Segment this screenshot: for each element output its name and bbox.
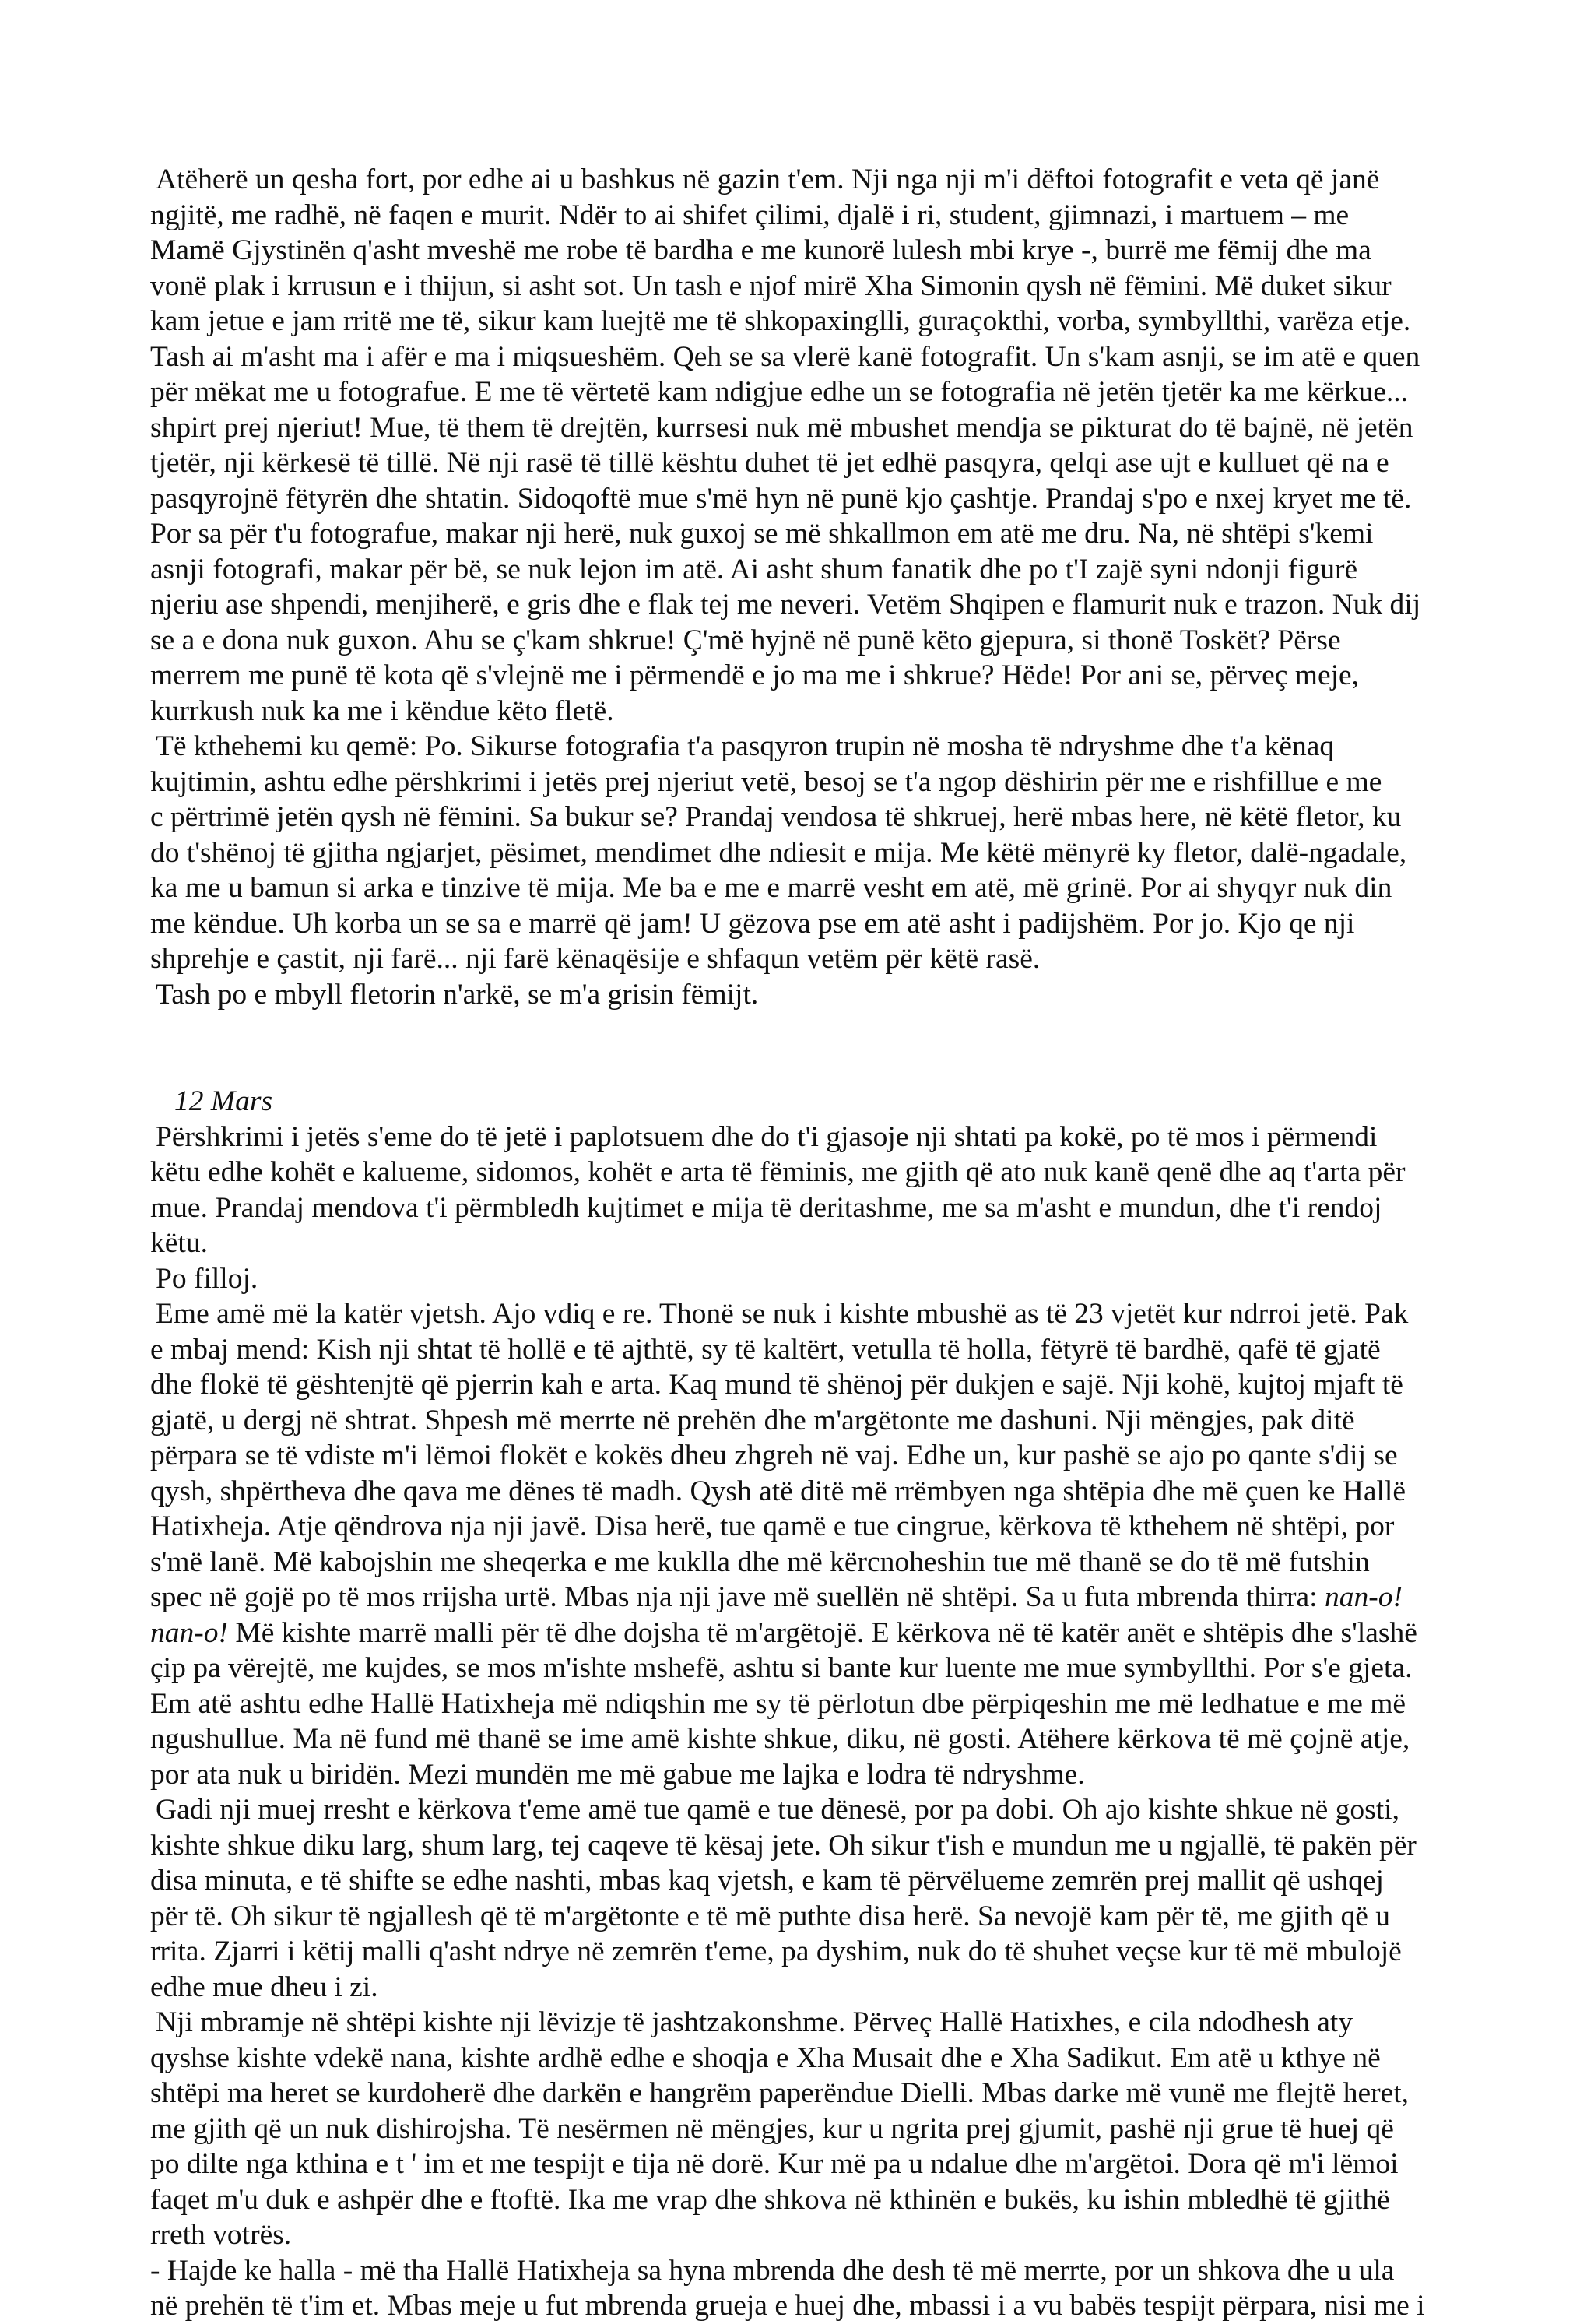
- document-page: [150, 162, 1427, 2324]
- paragraph-close-notebook: Tash po e mbyll fletorin n'arkë, se m'a grisin fëmijt.: [156, 978, 759, 1011]
- paragraph-life-description: Përshkrimi i jetës s'eme do të jetë i paplotsuem dhe do t'i gjasoje nji shtati pa kokë, po të mos i përmendi këtu edhe kohët e kalueme, sidomos, kohët e arta të fëminis, me gjith që ato nuk kanë qenë dhe aq t'arta për mue. Prandaj mendova t'i përmbledh kujtimet e mija të deritashme, me sa m'asht e mundun, dhe t'i rendoj këtu.: [150, 1120, 1406, 1259]
- paragraph-mother-part1: Eme amë më la katër vjetsh. Ajo vdiq e re. Thonë se nuk i kishte mbushë as të 23 vjetët kur ndrroi jetë. Pak e mbaj mend: Kish nji shtat të hollë e të ajthtë, sy të kaltërt, vetulla të holla, fëtyrë të bardhë, qafë të gjatë dhe flokë të gështenjtë që pjerrin kah e arta. Kaq mund të shënoj për dukjen e sajë. Nji kohë, kujtoj mjaft të gjatë, u dergj në shtrat. Shpesh më merrte në prehën dhe m'argëtonte me dashuni. Nji mëngjes, pak ditë përpara se të vdiste m'i lëmoi flokët e kokës dheu zhgreh në vaj. Edhe un, kur pashë se ajo po qante s'dij se qysh, shpërtheva dhe qava me dënes të madh. Qysh atë ditë më rrëmbyen nga shtëpia dhe më çuen ke Hallë Hatixheja. Atje qëndrova nja nji javë. Disa herë, tue qamë e tue cingrue, kërkova të kthehem në shtëpi, por s'më lanë. Më kabojshin me sheqerka e me kuklla dhe më kërcnoheshin tue më thanë se do të më futshin spec në gojë po të mos rrijsha urtë. Mbas nja nji jave më suellën në shtëpi. Sa u futa mbrenda thirra:: [150, 1298, 1409, 1613]
- section-gap: [150, 1012, 1427, 1084]
- paragraph-return-to-topic: [150, 729, 1427, 977]
- paragraph-return-to-topic-part2: c përtrimë jetën qysh në fëmini. Sa bukur se? Prandaj vendosa të shkruej, herë mbas here, në këtë fletor, ku do t'shënoj të gjitha ngjarjet, pësimet, mendimet dhe ndiesit e mija. Me këtë mënyrë ky fletor, dalë-ngadale, ka me u bamun si arka e tinzive të mija. Me ba e me e marrë vesht em atë, më grinë. Por ai shyqyr nuk din me këndue. Uh korba un se sa e marrë që jam! U gëzova pse em atë asht i padijshëm. Por jo. Kjo qe nji shprehje e çastit, nji farë... nji farë kënaqësije e shfaqun vetëm për këtë rasë.: [150, 801, 1407, 975]
- paragraph-return-to-topic-part1: Të kthehemi ku qemë: Po. Sikurse fotografia t'a pasqyron trupin në mosha të ndryshme dhe t'a kënaq kujtimin, ashtu edhe përshkrimi i jetës prej njeriut vetë, besoj se t'a ngop dëshirin për me e rishfillue e me: [150, 730, 1382, 798]
- paragraph-evening: Nji mbramje në shtëpi kishte nji lëvizje të jashtzakonshme. Përveç Hallë Hatixhes, e cila ndodhesh aty qyshse kishte vdekë nana, kishte ardhë edhe e shoqja e Xha Musait dhe e Xha Sadikut. Em atë u kthye në shtëpi ma heret se kurdoherë dhe darkën e hangrëm paperëndue Dielli. Mbas darke më vunë me flejtë heret, me gjith që un nuk dishirojsha. Të nesërmen në mëngjes, kur u ngrita prej gjumit, pashë nji grue të huej që po dilte nga kthina e t ' im et me tespijt e tija në dorë. Kur më pa u ndalue dhe m'argëtoi. Dora që m'i lëmoi faqet m'u duk e ashpër dhe e ftoftë. Ika me vrap dhe shkova në kthinën e bukës, ku ishin mbledhë të gjithë rreth votrës.: [150, 2006, 1410, 2251]
- paragraph-longing: Gadi nji muej rresht e kërkova t'eme amë tue qamë e tue dënesë, por pa dobi. Oh ajo kishte shkue në gosti, kishte shkue diku larg, shum larg, tej caqeve të kësaj jete. Oh sikur t'ish e mundun me u ngjallë, të pakën për disa minuta, e të shifte se edhe nashti, mbas kaq vjetsh, e kam të përvëlueme zemrën prej mallit që ushqej për të. Oh sikur të ngjallesh që të m'argëtonte e të më puthte disa herë. Sa nevojë kam për të, me gjith që u rrita. Zjarri i këtij malli q'asht ndrye në zemrën t'eme, pa dyshim, nuk do të shuhet veçse kur të më mbulojë edhe mue dheu i zi.: [150, 1794, 1417, 2003]
- paragraph-mother: [150, 1296, 1427, 1792]
- paragraph-aunt-dialogue: - Hajde ke halla - më tha Hallë Hatixheja sa hyna mbrenda dhe desh të më merrte, por un shkova dhe u ula në prehën të t'im et. Mbas meje u fut mbrenda grueja e huej dhe, mbassi i a vu babës tespijt përpara, nisi me i: [150, 2254, 1425, 2322]
- paragraph-begin: Po filloj.: [156, 1262, 258, 1295]
- paragraph-photographs: Atëherë un qesha fort, por edhe ai u bashkus në gazin t'em. Nji nga nji m'i dëftoi fotografit e veta që janë ngjitë, me radhë, në faqen e murit. Ndër to ai shifet çilimi, djalë i ri, student, gjimnazi, i martuem – me Mamë Gjystinën q'asht mveshë me robe të bardha e me kunorë lulesh mbi krye -, burrë me fëmij dhe ma vonë plak i krrusun e i thijun, si asht sot. Un tash e njof mirë Xha Simonin qysh në fëmini. Më duket sikur kam jetue e jam rritë me të, sikur kam luejtë me të shkopaxinglli, guraçokthi, vorba, symbyllthi, varëza etje. Tash ai m'asht ma i afër e ma i miqsueshëm. Qeh se sa vlerë kanë fotografit. Un s'kam asnji, se im atë e quen për mëkat me u fotografue. E me të vërtetë kam ndigjue edhe un se fotografia në jetën tjetër ka me kërkue... shpirt prej njeriut! Mue, të them të drejtën, kurrsesi nuk më mbushet mendja se pikturat do të bajnë, në jetën tjetër, nji kërkesë të tillë. Në nji rasë të tillë kështu duhet të jet edhë pasqyra, qelqi ase ujt e kulluet që na e pasqyrojnë fëtyrën dhe shtatin. Sidoqoftë mue s'më hyn në punë kjo çashtje. Prandaj s'po e nxej kryet me të. Por sa për t'u fotografue, makar nji herë, nuk guxoj se më shkallmon em atë me dru. Na, në shtëpi s'kemi asnji fotografi, makar për bë, se nuk lejon im atë. Ai asht shum fanatik dhe po t'I zajë syni ndonji figurë njeriu ase shpendi, menjiherë, e gris dhe e flak tej me neveri. Vetëm Shqipen e flamurit nuk e trazon. Nuk dij se a e dona nuk guxon. Ahu se ç'kam shkrue! Ç'më hyjnë në punë këto gjepura, si thonë Toskët? Përse merrem me punë të kota që s'vlejnë me i përmendë e jo ma me i shkrue? Hëde! Por ani se, përveç meje, kurrkush nuk ka me i këndue këto fletë.: [150, 163, 1421, 727]
- date-heading: 12 Mars: [174, 1085, 273, 1117]
- paragraph-mother-call: nan-o! nan-o!: [150, 1581, 1403, 1649]
- paragraph-mother-part2: Më kishte marrë malli për të dhe dojsha të m'argëtojë. E kërkova në të katër anët e shtëpis dhe s'lashë çip pa vërejtë, me kujdes, se mos m'ishte mshefë, ashtu si bante kur luente me mue symbyllthi. Por s'e gjeta. Em atë ashtu edhe Hallë Hatixheja më ndiqshin me sy të përlotun dbe përpiqeshin me më ledhatue e me më ngushullue. Ma në fund më thanë se ime amë kishte shkue, diku, në gosti. Atëhere kërkova të më çojnë atje, por ata nuk u biridën. Mezi mundën me më gabue me lajka e lodra të ndryshme.: [150, 1616, 1417, 1791]
